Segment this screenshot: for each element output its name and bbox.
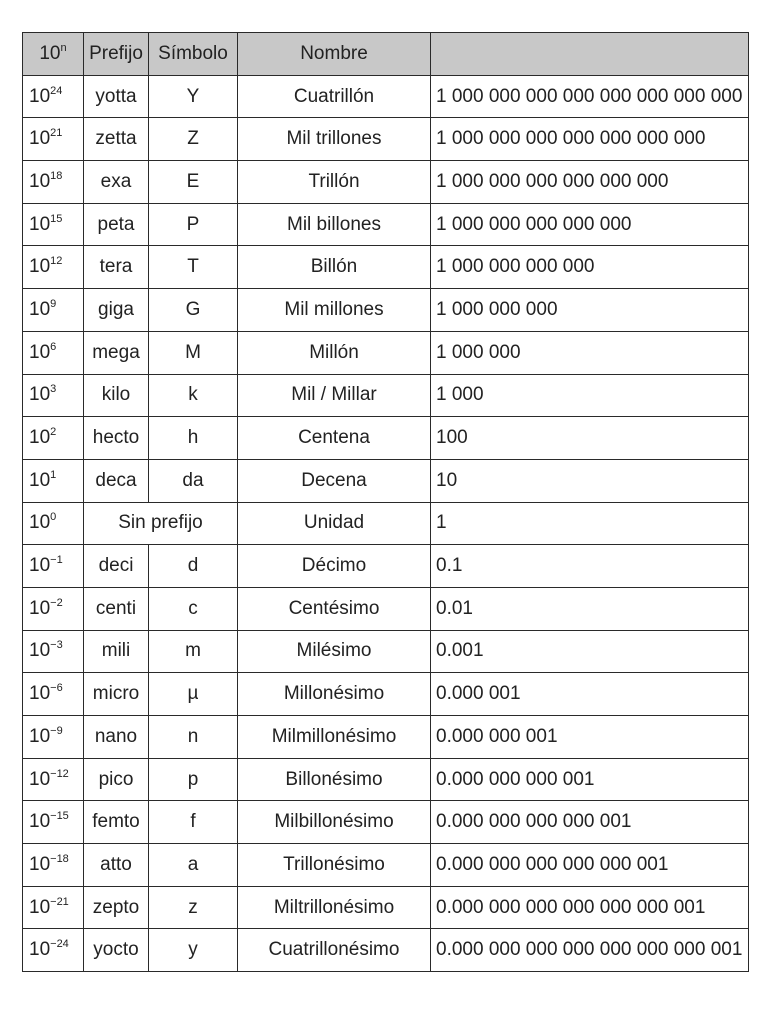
name-cell: Cuatrillón: [238, 75, 431, 118]
name-cell: Unidad: [238, 502, 431, 545]
table-row: [23, 75, 749, 118]
value-cell: 1: [431, 502, 749, 545]
table-row: [23, 545, 749, 588]
value-cell: 1 000 000: [431, 331, 749, 374]
prefix-cell: mega: [84, 331, 149, 374]
name-cell: Millonésimo: [238, 673, 431, 716]
symbol-cell: Z: [149, 118, 238, 161]
power-cell: $10^{-24}$: [23, 929, 84, 972]
symbol-cell: h: [149, 417, 238, 460]
symbol-cell: k: [149, 374, 238, 417]
power-cell: $10^{-2}$: [23, 587, 84, 630]
name-cell: Decena: [238, 459, 431, 502]
table-row: [23, 331, 749, 374]
symbol-cell: P: [149, 203, 238, 246]
header-value: [431, 33, 749, 76]
table-row: [23, 118, 749, 161]
power-cell: $10^{-3}$: [23, 630, 84, 673]
name-cell: Milbillonésimo: [238, 801, 431, 844]
name-cell: Trillonésimo: [238, 844, 431, 887]
value-cell: 0.000 000 001: [431, 716, 749, 759]
table-row: [23, 630, 749, 673]
value-cell: 1 000 000 000 000 000: [431, 203, 749, 246]
value-cell: 0.000 000 000 000 000 001: [431, 844, 749, 887]
prefix-cell: micro: [84, 673, 149, 716]
name-cell: Billonésimo: [238, 758, 431, 801]
symbol-cell: T: [149, 246, 238, 289]
prefix-cell: yocto: [84, 929, 149, 972]
name-cell: Mil billones: [238, 203, 431, 246]
power-cell: $10^{-21}$: [23, 886, 84, 929]
table-row: [23, 417, 749, 460]
name-cell: Centena: [238, 417, 431, 460]
si-prefix-table: [22, 32, 749, 972]
value-cell: 1 000 000 000 000 000 000 000: [431, 118, 749, 161]
symbol-cell: f: [149, 801, 238, 844]
table-row: [23, 374, 749, 417]
value-cell: 1 000 000 000 000 000 000: [431, 161, 749, 204]
prefix-cell: exa: [84, 161, 149, 204]
header-power: 10$^n$: [23, 33, 84, 76]
power-cell: $10^2$: [23, 417, 84, 460]
symbol-cell: da: [149, 459, 238, 502]
header-prefix: Prefijo: [84, 33, 149, 76]
no-prefix-cell: Sin prefijo: [84, 502, 238, 545]
table-body: [23, 75, 749, 971]
prefix-cell: nano: [84, 716, 149, 759]
table-header: [23, 33, 749, 76]
prefix-cell: deca: [84, 459, 149, 502]
value-cell: 10: [431, 459, 749, 502]
prefix-cell: pico: [84, 758, 149, 801]
table-row: [23, 289, 749, 332]
power-cell: $10^3$: [23, 374, 84, 417]
power-cell: $10^{-1}$: [23, 545, 84, 588]
symbol-cell: n: [149, 716, 238, 759]
table-row: [23, 587, 749, 630]
value-cell: 0.000 000 000 000 000 000 000 001: [431, 929, 749, 972]
power-cell: $10^{24}$: [23, 75, 84, 118]
prefix-cell: deci: [84, 545, 149, 588]
symbol-cell: Y: [149, 75, 238, 118]
value-cell: 0.1: [431, 545, 749, 588]
power-cell: $10^{21}$: [23, 118, 84, 161]
power-cell: $10^{15}$: [23, 203, 84, 246]
name-cell: Milésimo: [238, 630, 431, 673]
table-row: [23, 929, 749, 972]
prefix-cell: mili: [84, 630, 149, 673]
name-cell: Mil trillones: [238, 118, 431, 161]
power-cell: $10^0$: [23, 502, 84, 545]
table-row: [23, 161, 749, 204]
table-row: [23, 203, 749, 246]
power-cell: $10^9$: [23, 289, 84, 332]
value-cell: 0.001: [431, 630, 749, 673]
symbol-cell: z: [149, 886, 238, 929]
power-cell: $10^{-6}$: [23, 673, 84, 716]
name-cell: Trillón: [238, 161, 431, 204]
name-cell: Centésimo: [238, 587, 431, 630]
power-cell: $10^{-9}$: [23, 716, 84, 759]
prefix-cell: peta: [84, 203, 149, 246]
value-cell: 0.000 000 000 000 001: [431, 801, 749, 844]
table-row: [23, 886, 749, 929]
value-cell: 0.01: [431, 587, 749, 630]
table-row: [23, 844, 749, 887]
prefix-cell: hecto: [84, 417, 149, 460]
power-cell: $10^{12}$: [23, 246, 84, 289]
name-cell: Millón: [238, 331, 431, 374]
header-name: Nombre: [238, 33, 431, 76]
table-row: [23, 673, 749, 716]
power-cell: $10^{-18}$: [23, 844, 84, 887]
symbol-cell: a: [149, 844, 238, 887]
symbol-cell: p: [149, 758, 238, 801]
value-cell: 0.000 001: [431, 673, 749, 716]
value-cell: 1 000 000 000 000: [431, 246, 749, 289]
symbol-cell: M: [149, 331, 238, 374]
prefix-cell: zepto: [84, 886, 149, 929]
value-cell: 100: [431, 417, 749, 460]
value-cell: 1 000: [431, 374, 749, 417]
name-cell: Cuatrillonésimo: [238, 929, 431, 972]
value-cell: 0.000 000 000 000 000 000 001: [431, 886, 749, 929]
table-row: [23, 758, 749, 801]
prefix-cell: kilo: [84, 374, 149, 417]
value-cell: 1 000 000 000: [431, 289, 749, 332]
prefix-cell: giga: [84, 289, 149, 332]
prefix-cell: yotta: [84, 75, 149, 118]
power-cell: $10^{-15}$: [23, 801, 84, 844]
name-cell: Milmillonésimo: [238, 716, 431, 759]
prefix-cell: tera: [84, 246, 149, 289]
symbol-cell: G: [149, 289, 238, 332]
name-cell: Miltrillonésimo: [238, 886, 431, 929]
prefix-cell: centi: [84, 587, 149, 630]
name-cell: Mil / Millar: [238, 374, 431, 417]
header-row: [23, 33, 749, 76]
symbol-cell: µ: [149, 673, 238, 716]
symbol-cell: c: [149, 587, 238, 630]
symbol-cell: y: [149, 929, 238, 972]
power-cell: $10^{18}$: [23, 161, 84, 204]
symbol-cell: d: [149, 545, 238, 588]
value-cell: 0.000 000 000 001: [431, 758, 749, 801]
power-cell: $10^6$: [23, 331, 84, 374]
table-row: [23, 716, 749, 759]
table-row: [23, 246, 749, 289]
name-cell: Billón: [238, 246, 431, 289]
header-symbol: Símbolo: [149, 33, 238, 76]
power-cell: $10^{-12}$: [23, 758, 84, 801]
prefix-cell: atto: [84, 844, 149, 887]
power-cell: $10^1$: [23, 459, 84, 502]
value-cell: 1 000 000 000 000 000 000 000 000: [431, 75, 749, 118]
name-cell: Décimo: [238, 545, 431, 588]
name-cell: Mil millones: [238, 289, 431, 332]
symbol-cell: E: [149, 161, 238, 204]
table-row: [23, 502, 749, 545]
table-row: [23, 801, 749, 844]
prefix-cell: femto: [84, 801, 149, 844]
table-row: [23, 459, 749, 502]
symbol-cell: m: [149, 630, 238, 673]
prefix-cell: zetta: [84, 118, 149, 161]
